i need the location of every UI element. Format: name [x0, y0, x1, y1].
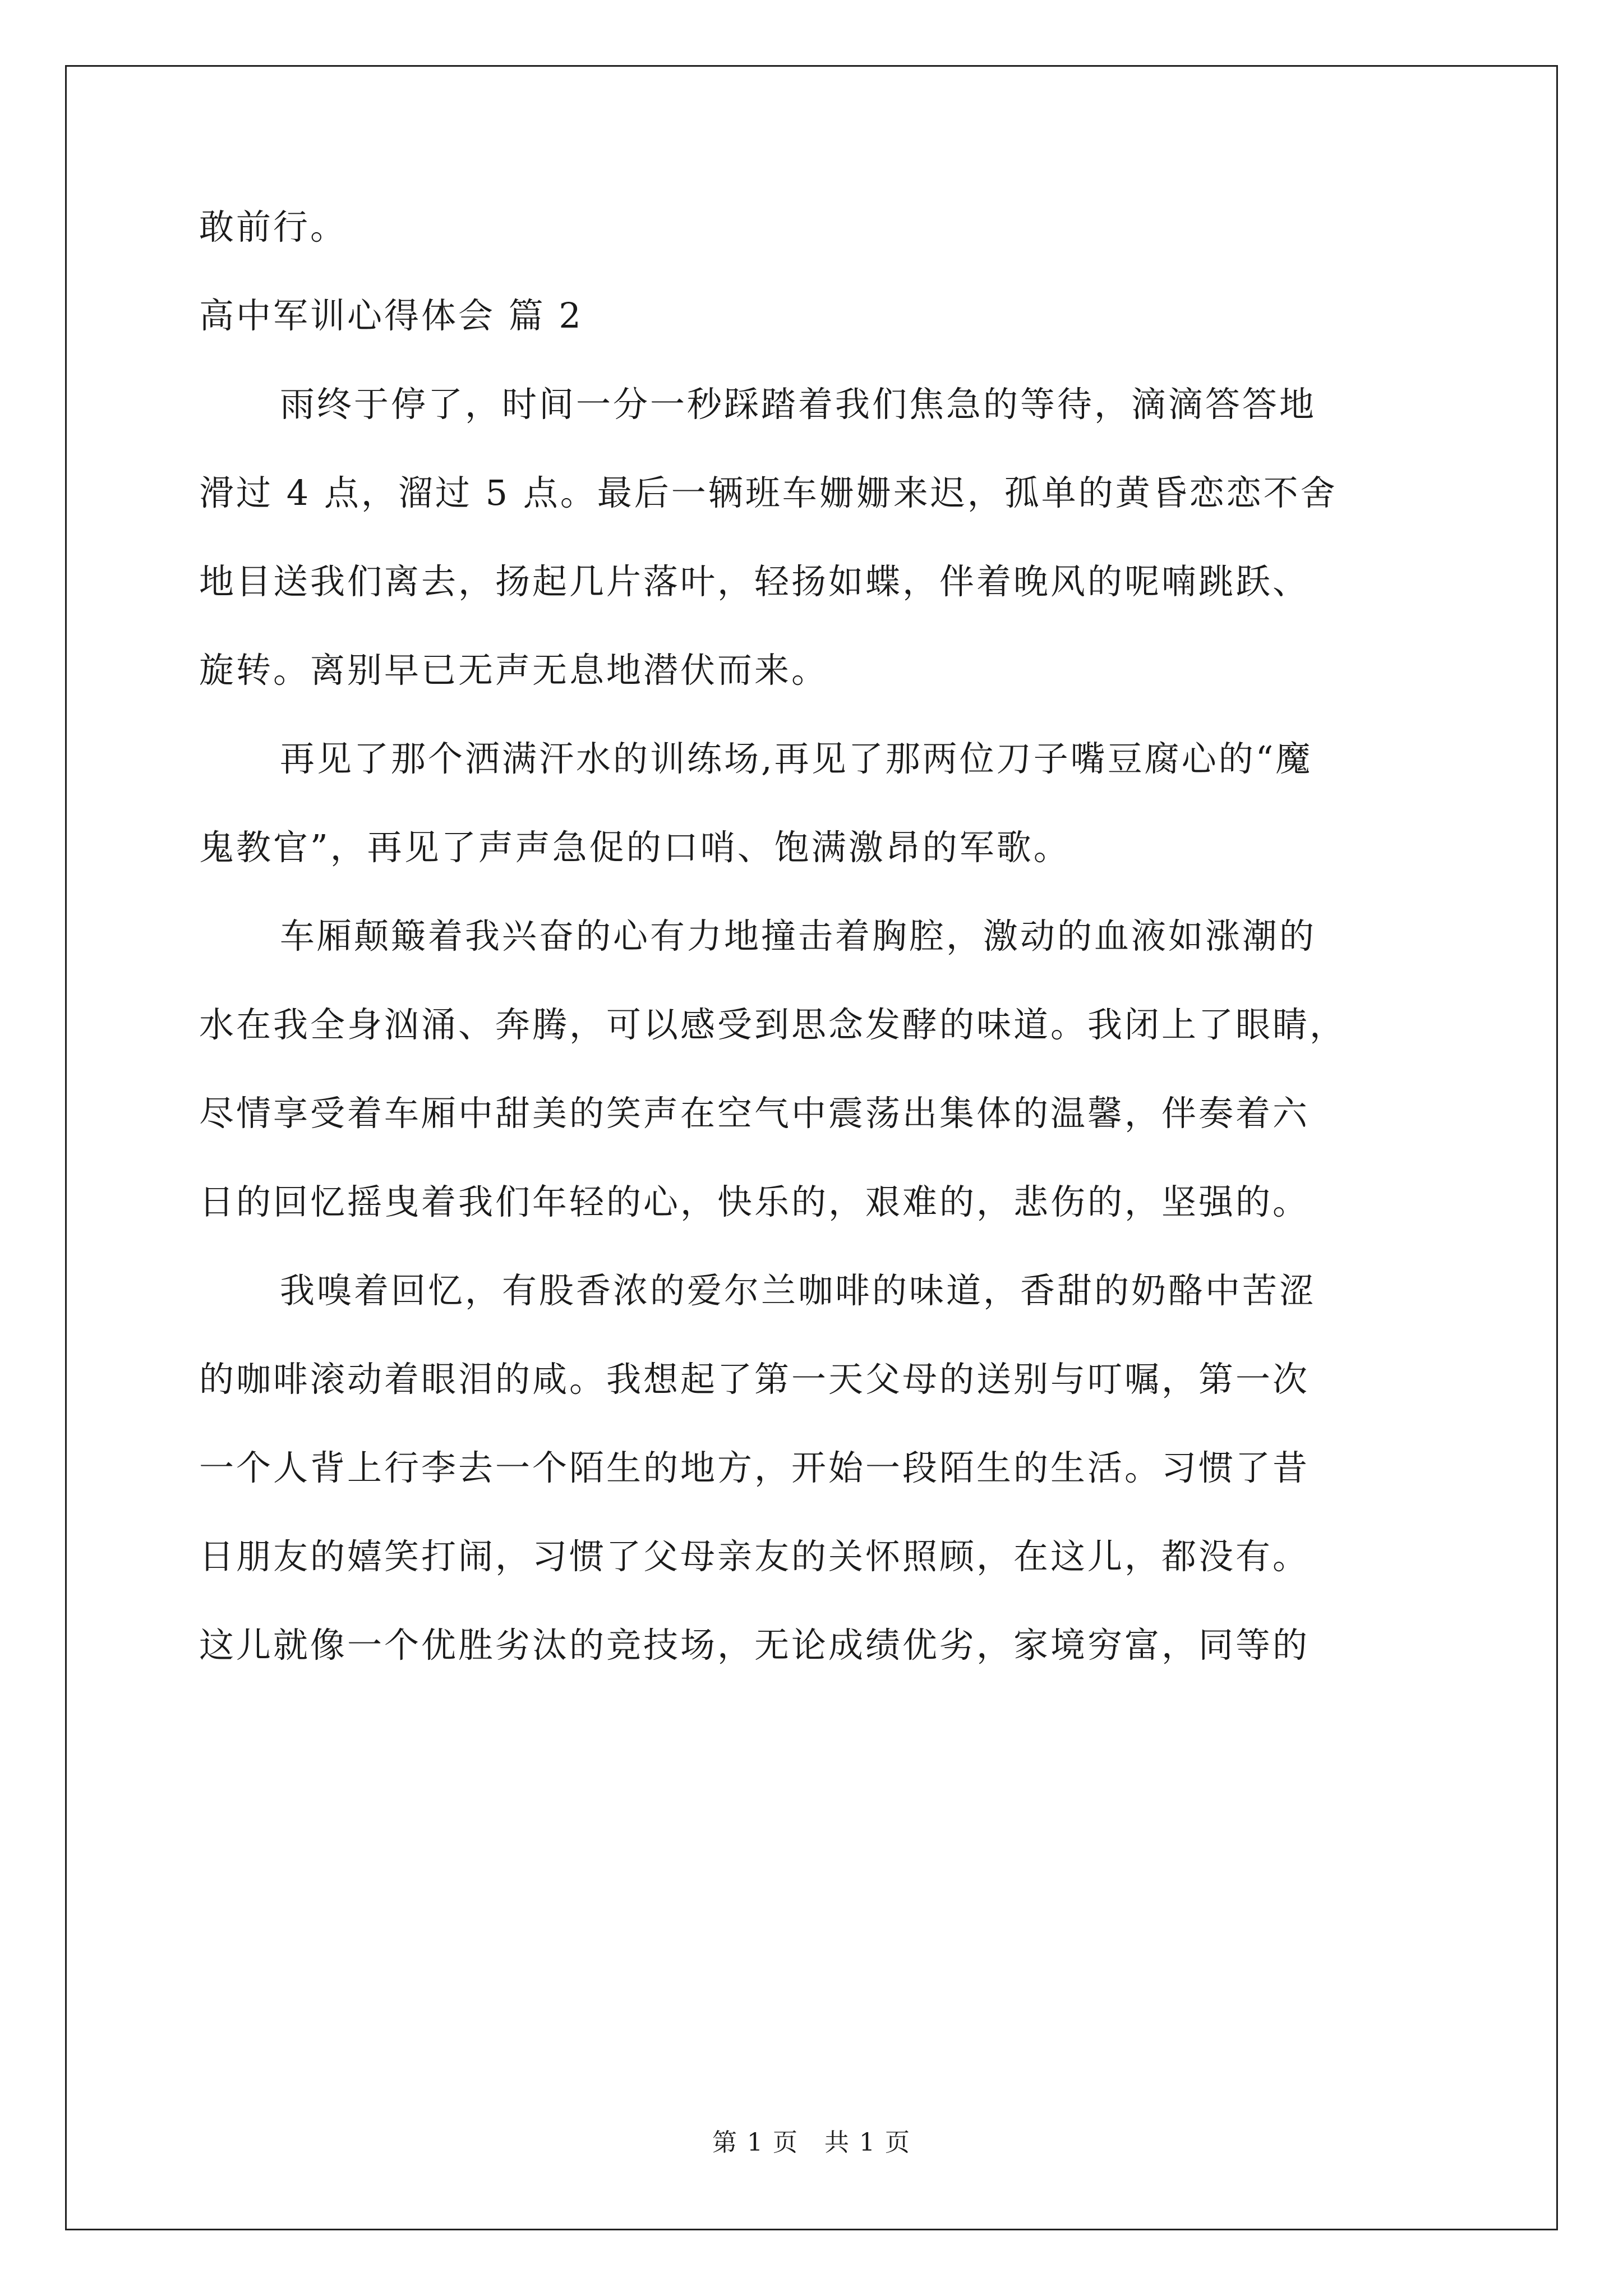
document-body	[199, 205, 1433, 1667]
paragraph-4-line-5: 这儿就像一个优胜劣汰的竞技场，无论成绩优劣，家境穷富，同等的	[199, 1625, 1310, 1665]
body-text-line: 敢前行。	[199, 206, 348, 247]
paragraph-3-line-1: 车厢颠簸着我兴奋的心有力地撞击着胸腔，激动的血液如涨潮的	[280, 915, 1317, 956]
paragraph-1-line-1: 雨终于停了，时间一分一秒踩踏着我们焦急的等待，滴滴答答地	[280, 384, 1317, 425]
paragraph-2-line-2: 鬼教官”，再见了声声急促的口哨、饱满激昂的军歌。	[199, 827, 1071, 868]
paragraph-3-line-3: 尽情享受着车厢中甜美的笑声在空气中震荡出集体的温馨，伴奏着六	[199, 1093, 1310, 1134]
paragraph-2-line-1: 再见了那个洒满汗水的训练场,再见了那两位刀子嘴豆腐心的“魔	[280, 738, 1313, 779]
paragraph-4-line-1: 我嗅着回忆，有股香浓的爱尔兰咖啡的味道，香甜的奶酪中苦涩	[280, 1270, 1317, 1311]
paragraph-1-line-4: 旋转。离别早已无声无息地潜伏而来。	[199, 650, 829, 691]
paragraph-3-line-4: 日的回忆摇曳着我们年轻的心，快乐的，艰难的，悲伤的，坚强的。	[199, 1181, 1310, 1222]
paragraph-3-line-2: 水在我全身汹涌、奔腾，可以感受到思念发酵的味道。我闭上了眼睛，	[199, 1004, 1347, 1045]
paragraph-4-line-2: 的咖啡滚动着眼泪的咸。我想起了第一天父母的送别与叮嘱，第一次	[199, 1359, 1310, 1400]
paragraph-1-line-3: 地目送我们离去，扬起几片落叶，轻扬如蝶，伴着晚风的呢喃跳跃、	[199, 561, 1310, 602]
section-heading: 高中军训心得体会 篇 2	[199, 295, 583, 336]
paragraph-4-line-4: 日朋友的嬉笑打闹，习惯了父母亲友的关怀照顾，在这儿，都没有。	[199, 1536, 1310, 1577]
paragraph-4-line-3: 一个人背上行李去一个陌生的地方，开始一段陌生的生活。习惯了昔	[199, 1447, 1310, 1488]
page-number-footer: 第 1 页 共 1 页	[712, 2128, 911, 2157]
paragraph-1-line-2: 滑过 4 点，溜过 5 点。最后一辆班车姗姗来迟，孤单的黄昏恋恋不舍	[199, 472, 1338, 513]
